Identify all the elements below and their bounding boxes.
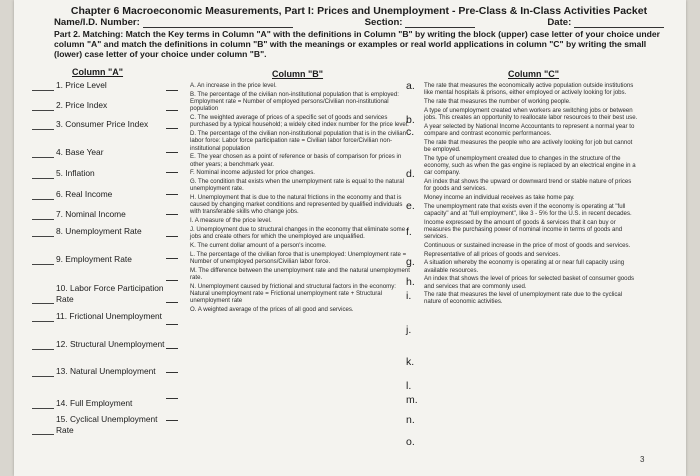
section-label: Section: [364,17,403,28]
choice-letter: f. [406,226,412,238]
choice-letter: a. [406,80,415,92]
definition-item: N. Unemployment caused by frictional and structural factors in the economy: Natural unemployment rate = Frictional unemployment rate + Structural unemployment rate [190,282,396,305]
date-label: Date: [547,17,572,28]
meaning-item: The unemployment rate that exists even if the economy is operating at "full capacity" and at "full employment", like 3 - 5% for the U.S. in recent decades. [424,202,632,217]
meaning-item: A situation whereby the economy is operating at or near full capacity using available resources. [424,259,625,274]
meaning-item: Representative of all prices of goods and services. [424,250,561,258]
definition-item: L. The percentage of the civilian force that is unemployed: Unemployment rate = Number of unemployed persons/Civilian labor force. [190,250,407,265]
choice-letter: h. [406,276,415,288]
answer-blank[interactable] [32,82,54,91]
choice-letter: j. [406,324,412,336]
section-blank[interactable] [405,18,475,28]
choice-letter: g. [406,256,415,268]
meaning-item: The rate that measures the level of unemployment rate due to the cyclical nature of economic activities. [424,291,623,306]
date-blank[interactable] [574,18,664,28]
definition-item: E. The year chosen as a point of reference or basis of comparison for prices in other years; a benchmark year. [190,153,402,168]
choice-letter: b. [406,114,415,126]
definition-item: C. The weighted average of prices of a specific set of goods and services purchased by a typical household; a widely cited index number for the price level. [190,113,409,129]
term-item: 5. Inflation [32,168,172,179]
meaning-item: An index that shows the upward or downward trend or stable nature of prices for goods and services. [424,177,632,193]
answer-dash[interactable] [166,194,178,195]
choice-letter: m. [406,394,418,406]
term-item: 15. Cyclical Unemployment Rate [32,414,172,435]
column-c-heading: Column "C" [508,69,560,79]
answer-blank[interactable] [32,368,54,377]
page-number: 3 [640,455,645,464]
meaning-item: A year selected by National Income Accountants to represent a normal year to compare and contrast economic performances. [424,122,635,137]
answer-dash[interactable] [166,236,178,237]
term-item: 2. Price Index [32,100,172,111]
definition-item: F. Nominal income adjusted for price changes. [190,169,315,177]
answer-dash[interactable] [166,324,178,325]
choice-letter: o. [406,436,415,448]
answer-dash[interactable] [166,372,178,373]
choice-letter: e. [406,200,415,212]
worksheet-page [14,0,686,476]
meaning-item: Continuous or sustained increase in the price of most of goods and services. [424,241,631,249]
term-item: 12. Structural Unemployment [32,339,172,350]
name-section-date-line [54,17,664,28]
worksheet-header [54,6,664,59]
meaning-item: The rate that measures the economically active population outside institutions like mental hospitals & prisons, either employed or actively looking for jobs. [424,82,634,97]
term-item: 14. Full Employment [32,398,172,409]
definition-item: K. The current dollar amount of a person's income. [190,241,327,249]
answer-dash[interactable] [166,90,178,91]
definition-item: I. A measure of the price level. [190,217,272,225]
matching-instructions: Part 2. Matching: Match the Key terms in Column "A" with the definitions in Column "B" by writing the block (upper) case letter of your choice under column "A" and match the definitions in column "B" with the meanings or examples or real world applications in column "C" by writing the small (lower) case letter of your choice under column "B". [54,29,660,59]
answer-dash[interactable] [166,398,178,399]
definition-item: B. The percentage of the civilian non-institutional population that is employed: Employment rate = Number of employed persons/Civilian non-institutional population [190,90,399,113]
answer-blank[interactable] [32,313,54,322]
answer-dash[interactable] [166,214,178,215]
meaning-item: An index that shows the level of prices for selected basket of consumer goods and services that are commonly used. [424,275,635,290]
answer-blank[interactable] [32,228,54,237]
answer-dash[interactable] [166,152,178,153]
term-item: 8. Unemployment Rate [32,226,172,237]
answer-dash[interactable] [166,172,178,173]
term-item: 11. Frictional Unemployment [32,311,172,322]
answer-blank[interactable] [32,121,54,130]
term-item: 4. Base Year [32,147,172,158]
answer-blank[interactable] [32,295,54,304]
name-blank[interactable] [143,18,293,28]
meaning-item: The rate that measures the number of working people. [424,97,571,105]
answer-blank[interactable] [32,149,54,158]
definition-item: M. The difference between the unemployment rate and the natural unemployment rate. [190,266,410,281]
definition-item: G. The condition that exists when the unemployment rate is equal to the natural unemployment rate. [190,177,404,193]
answer-blank[interactable] [32,191,54,200]
answer-dash[interactable] [166,302,178,303]
meaning-item: The rate that measures the people who are actively looking for job but cannot be employed. [424,138,633,153]
choice-letter: d. [406,168,415,180]
choice-letter: k. [406,356,415,368]
answer-blank[interactable] [32,102,54,111]
answer-blank[interactable] [32,426,54,435]
answer-dash[interactable] [166,420,178,421]
worksheet-title: Chapter 6 Macroeconomic Measurements, Part I: Prices and Unemployment - Pre-Class & In-Class Activities Packet [70,5,648,17]
choice-letter: n. [406,414,415,426]
answer-dash[interactable] [166,128,178,129]
choice-letter: l. [406,380,412,392]
column-c-meanings [424,82,638,307]
column-b-heading: Column "B" [272,69,324,79]
term-item: 10. Labor Force Participation Rate [32,283,172,304]
meaning-item: Income expressed by the amount of goods & services that it can buy or measures the purchasing power of nominal income in terms of goods and services. [424,218,623,241]
answer-dash[interactable] [166,110,178,111]
definition-item: A. An increase in the price level. [190,82,277,89]
term-item: 6. Real Income [32,189,172,200]
term-item: 1. Price Level [32,80,172,91]
definition-item: O. A weighted average of the prices of all good and services. [190,305,354,313]
answer-blank[interactable] [32,256,54,265]
answer-blank[interactable] [32,400,54,409]
answer-blank[interactable] [32,341,54,350]
choice-letter: c. [406,126,415,138]
term-item: 9. Employment Rate [32,254,172,265]
definition-item: H. Unemployment that is due to the natural frictions in the economy and that is caused by changing market conditions and represented by qualified individuals with transferable skills who change jobs. [190,193,403,216]
column-b-definitions [190,82,415,314]
term-item: 3. Consumer Price Index [32,119,172,130]
answer-dash[interactable] [166,348,178,349]
choice-letter: i. [406,290,412,302]
answer-blank[interactable] [32,170,54,179]
meaning-item: The type of unemployment created due to changes in the structure of the economy, such as when the gas engine is replaced by an electrical engine in a car company. [424,154,636,177]
meaning-item: Money income an individual receives as take home pay. [424,193,575,201]
definition-item: J. Unemployment due to structural changes in the economy that eliminate some jobs and create others for which the unemployed are unqualified. [190,225,406,241]
answer-blank[interactable] [32,211,54,220]
term-item: 7. Nominal Income [32,209,172,220]
definition-item: D. The percentage of the civilian non-institutional population that is in the civilian labor force: Labor force participation rate = Civilian labor force/Civilian non-institutional population [190,129,407,152]
column-a-heading: Column "A" [72,67,124,77]
term-item: 13. Natural Unemployment [32,366,172,377]
meaning-item: A type of unemployment created when workers are switching jobs or between jobs. This creates an opportunity to reallocate labor resources to their best use. [424,106,638,121]
answer-dash[interactable] [166,280,178,281]
answer-dash[interactable] [166,258,178,259]
name-label: Name/I.D. Number: [54,17,140,28]
